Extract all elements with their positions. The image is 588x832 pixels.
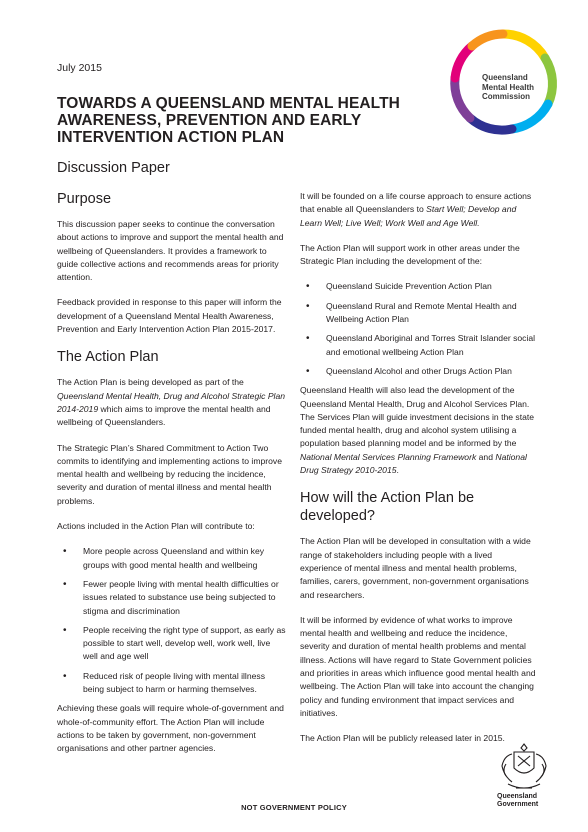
purpose-paragraph-1: This discussion paper seeks to continue the conversation about actions to improve and support the mental health and wellbeing of Queenslanders. It provides a framework to guide collective actions and recommends areas for priority attention.: [57, 219, 284, 283]
action-plan-paragraph-3: Actions included in the Action Plan will contribute to:: [57, 521, 255, 532]
left-column: [57, 190, 287, 768]
list-item: • Queensland Aboriginal and Torres Strait Islander social and emotional wellbeing Action Plan: [300, 332, 536, 359]
strategic-plan-paragraph: The Action Plan will support work in other areas under the Strategic Plan including the development of the:: [300, 242, 520, 267]
action-plan-paragraph-1: The Action Plan is being developed as part of the Queensland Mental Health, Drug and Alcohol Strategic Plan 2014-2019 which aims to improve the mental health and wellbeing of Queenslanders.: [57, 377, 286, 428]
developed-paragraph-1: The Action Plan will be developed in consultation with a wide range of stakeholders including people with a lived experience of mental illness and mental health problems, families, carers, government, non-government organisations and researchers.: [300, 536, 531, 600]
commission-logo-text: Queensland Mental Health Commission: [482, 73, 535, 101]
list-item: • Queensland Alcohol and other Drugs Action Plan: [300, 365, 536, 378]
right-column: [300, 190, 536, 758]
services-plan-paragraph: Queensland Health will also lead the development of the Queensland Mental Health, Drug and Alcohol Services Plan. The Services Plan will guide investment decisions in the state funded mental health, drug and alcohol system utilising a population based planning model and be informed by the National Mental Services Planning Framework and National Drug Strategy 2010-2015.: [300, 385, 535, 476]
life-course-paragraph: It will be founded on a life course approach to ensure actions that enable all Queenslanders to Start Well; Develop and Learn Well; Live Well; Work Well and Age Well.: [300, 191, 532, 228]
list-item: • More people across Queensland and within key groups with good mental health and wellbeing: [57, 545, 287, 572]
action-plan-paragraph-2: The Strategic Plan’s Shared Commitment to Action Two commits to identifying and implementing actions to improve mental health and wellbeing by reducing the incidence, severity and duration of mental illness and mental health problems.: [57, 442, 282, 506]
purpose-heading: Purpose: [57, 191, 112, 207]
developed-paragraph-2: It will be informed by evidence of what works to improve mental health and wellbeing and reduce the incidence, severity and duration of mental health problems and mental illness. Actions will have regard to State Government policies and priorities in areas which influence good mental health and wellbeing. The Action Plan will take into account the changing policy and funding environment that impact services and initiatives.: [300, 614, 536, 718]
document-subtitle: Discussion Paper: [57, 160, 170, 176]
document-date: July 2015: [57, 62, 102, 74]
document-title: TOWARDS A QUEENSLAND MENTAL HEALTH AWARENESS, PREVENTION AND EARLY INTERVENTION ACTION PLAN: [57, 95, 400, 146]
action-plan-heading: The Action Plan: [57, 349, 159, 366]
contribution-list: [57, 545, 287, 696]
list-item: • People receiving the right type of support, as early as possible to start well, develop well, work well, live well and age well: [57, 624, 287, 664]
purpose-paragraph-2: Feedback provided in response to this paper will inform the development of a Queensland Mental Health Awareness, Prevention and Early Intervention Action Plan 2015-2017.: [57, 297, 282, 335]
list-item: • Queensland Suicide Prevention Action Plan: [300, 280, 536, 293]
queensland-government-wordmark: Queensland Government: [497, 793, 539, 808]
footer-policy-notice: NOT GOVERNMENT POLICY: [241, 803, 347, 812]
developed-heading: How will the Action Plan be developed?: [300, 490, 475, 525]
related-plans-list: [300, 280, 536, 378]
list-item: • Queensland Rural and Remote Mental Health and Wellbeing Action Plan: [300, 300, 536, 327]
developed-paragraph-3: The Action Plan will be publicly released later in 2015.: [300, 733, 505, 744]
queensland-crest-icon: [494, 738, 554, 800]
action-plan-paragraph-4: Achieving these goals will require whole-of-government and whole-of-community effort. The Action Plan will include actions to be taken by government, non-government organisations and other partner agencies.: [57, 703, 284, 754]
list-item: • Reduced risk of people living with mental illness being subject to harm or harming themselves.: [57, 670, 287, 697]
list-item: • Fewer people living with mental health difficulties or issues related to substance use being subjected to stigma and discrimination: [57, 578, 287, 618]
